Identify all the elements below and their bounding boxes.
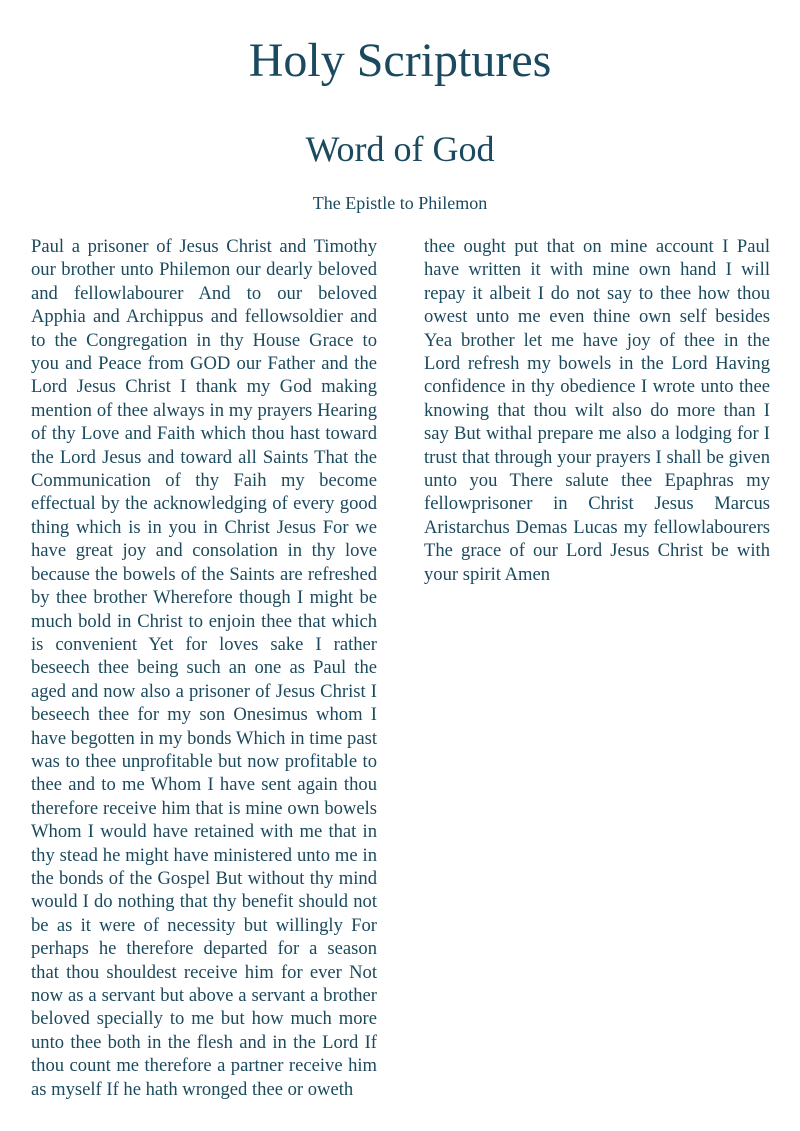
- scripture-text-column-right: thee ought put that on mine account I Paul have written it with mine own hand I will repay it albeit I do not say to thee how thou owest unto me even thine own self besides Yea brother let me have joy of thee in the Lord refresh my bowels in the Lord Having confidence in thy obedience I wrote unto thee knowing that thou wilt also do more than I say But withal prepare me also a lodging for I trust that through your prayers I shall be given unto you There salute thee Epaphras my fellowprisoner in Christ Jesus Marcus Aristarchus Demas Lucas my fellowlabourers The grace of our Lord Jesus Christ be with your spirit Amen: [424, 236, 770, 585]
- page-subtitle: Word of God: [305, 129, 495, 169]
- page-title: Holy Scriptures: [248, 34, 552, 87]
- book-title: The Epistle to Philemon: [312, 193, 488, 213]
- scripture-text-column-left: Paul a prisoner of Jesus Christ and Timothy our brother unto Philemon our dearly beloved and fellowlabourer And to our beloved Apphia and Archippus and fellowsoldier and to the Congregation in thy House Grace to you and Peace from GOD our Father and the Lord Jesus Christ I thank my God making mention of thee always in my prayers Hearing of thy Love and Faith which thou hast toward the Lord Jesus and toward all Saints That the Communication of thy Faih my become effectual by the acknowledging of every good thing which is in you in Christ Jesus For we have great joy and consolation in thy love because the bowels of the Saints are refreshed by thee brother Wherefore though I might be much bold in Christ to enjoin thee that which is convenient Yet for loves sake I rather beseech thee being such an one as Paul the aged and now also a prisoner of Jesus Christ I beseech thee for my son Onesimus whom I have begotten in my bonds Which in time past was to thee unprofitable but now profitable to thee and to me Whom I have sent again thou therefore receive him that is mine own bowels Whom I would have retained with me that in thy stead he might have ministered unto me in the bonds of the Gospel But without thy mind would I do nothing that thy benefit should not be as it were of necessity but willingly For perhaps he therefore departed for a season that thou shouldest receive him for ever Not now as a servant but above a servant a brother beloved specially to me but how much more unto thee both in the flesh and in the Lord If thou count me therefore a partner receive him as myself If he hath wronged thee or oweth: [31, 236, 377, 1100]
